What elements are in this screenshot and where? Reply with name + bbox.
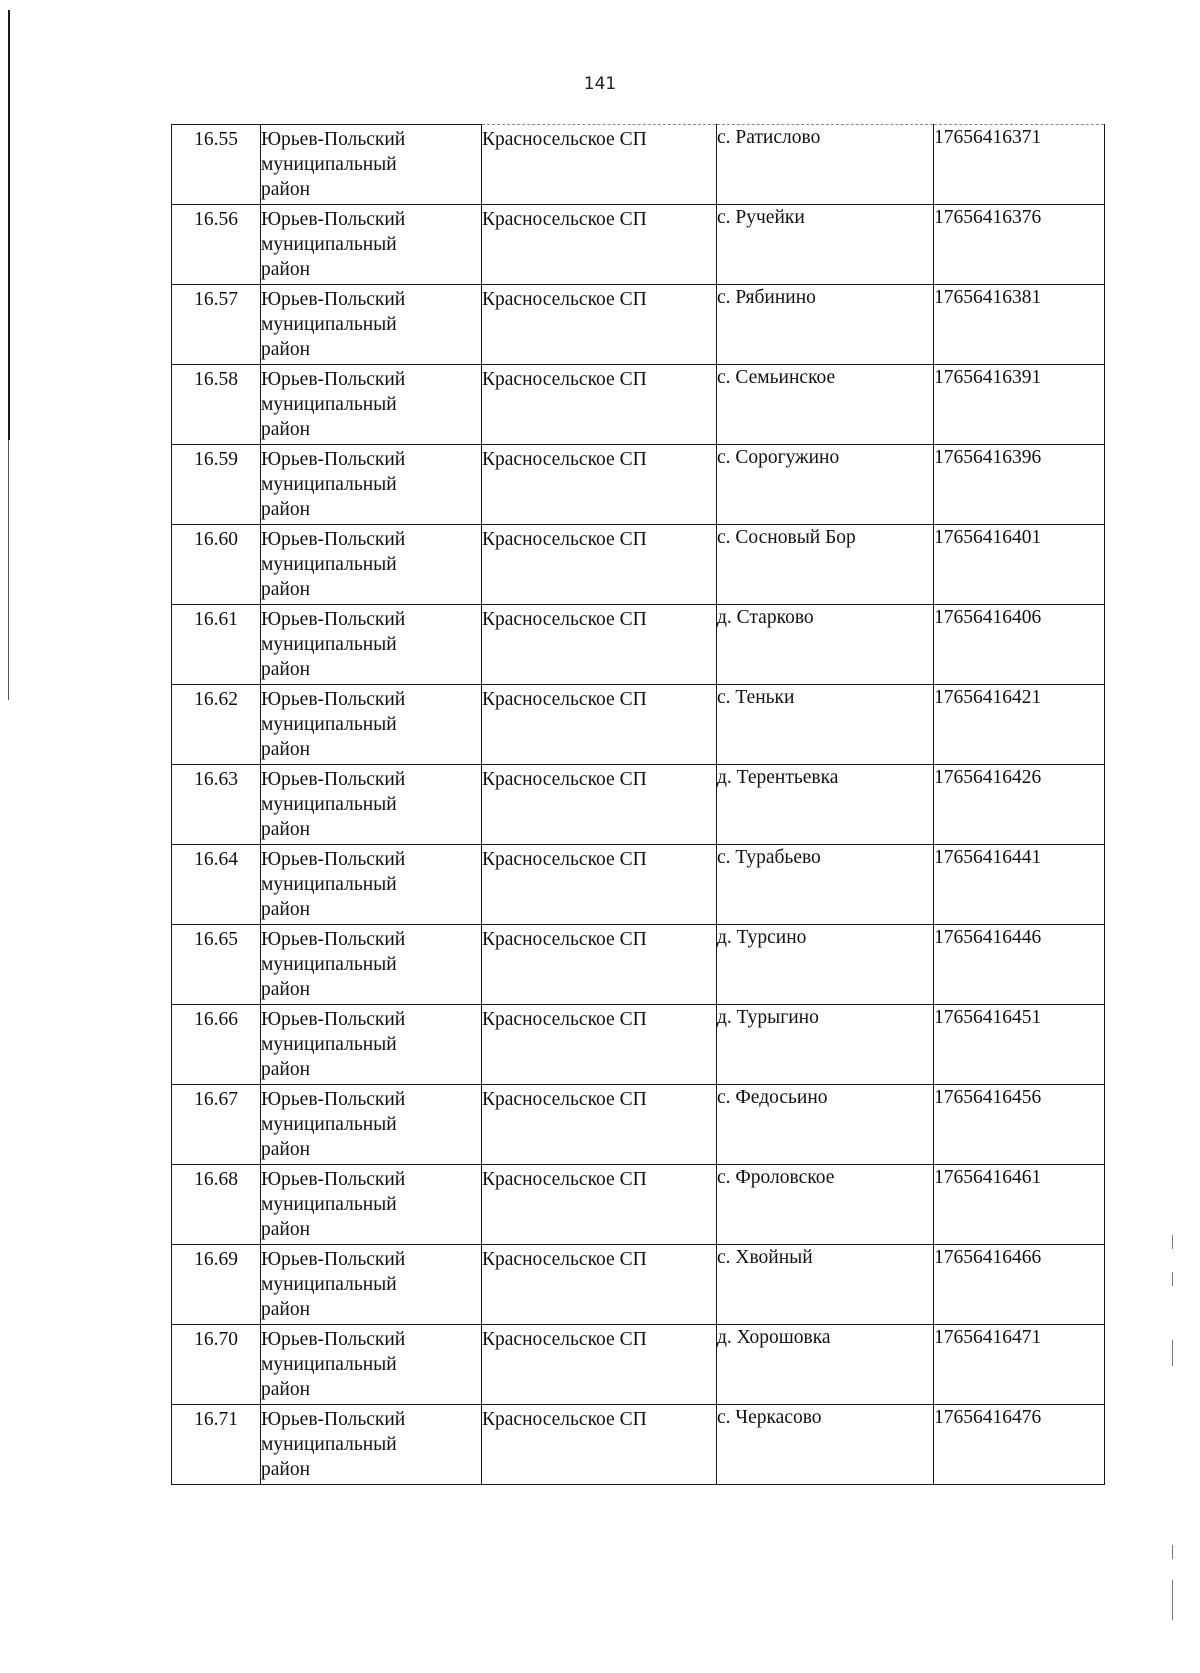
municipal-district-cell <box>261 1165 482 1245</box>
locality-cell <box>717 205 934 285</box>
municipal-district-line: муниципальный <box>261 394 397 415</box>
municipal-district-line: район <box>261 659 311 680</box>
row-number: 16.65 <box>194 929 238 950</box>
municipal-district-line: Юрьев-Польский <box>261 129 406 150</box>
municipal-district-line: Юрьев-Польский <box>261 1409 406 1430</box>
municipal-district-line: Юрьев-Польский <box>261 529 406 550</box>
row-number: 16.64 <box>194 849 238 870</box>
row-number: 16.68 <box>194 1169 238 1190</box>
municipal-district-line: Юрьев-Польский <box>261 849 406 870</box>
locality-cell <box>717 1165 934 1245</box>
locality-cell <box>717 685 934 765</box>
settlement-cell <box>482 765 717 845</box>
row-number-cell <box>172 125 261 205</box>
municipal-district-line: Юрьев-Польский <box>261 689 406 710</box>
settlement-cell <box>482 1245 717 1325</box>
municipal-district-cell <box>261 1325 482 1405</box>
municipal-district-cell <box>261 445 482 525</box>
municipal-district-line: район <box>261 899 311 920</box>
locality-cell <box>717 605 934 685</box>
municipal-district-line: муниципальный <box>261 874 397 895</box>
settlement-cell <box>482 605 717 685</box>
table-row <box>172 525 1105 605</box>
municipal-district-line: Юрьев-Польский <box>261 609 406 630</box>
municipal-district-line: муниципальный <box>261 954 397 975</box>
row-number: 16.71 <box>194 1409 238 1430</box>
settlement-name: Красносельское СП <box>482 449 647 470</box>
municipal-district-cell <box>261 125 482 205</box>
table-row <box>172 125 1105 205</box>
oktmo-code-cell <box>934 1165 1105 1245</box>
oktmo-code: 17656416451 <box>934 1007 1042 1028</box>
settlement-cell <box>482 525 717 605</box>
municipal-district-line: муниципальный <box>261 1114 397 1135</box>
locality-cell <box>717 445 934 525</box>
municipal-district-line: район <box>261 179 311 200</box>
locality-name: с. Теньки <box>717 687 795 708</box>
locality-cell <box>717 125 934 205</box>
municipal-district-line: район <box>261 1139 311 1160</box>
table-row <box>172 1085 1105 1165</box>
table-row <box>172 285 1105 365</box>
row-number-cell <box>172 1325 261 1405</box>
municipal-district-cell <box>261 1005 482 1085</box>
row-number: 16.57 <box>194 289 238 310</box>
settlement-cell <box>482 1405 717 1485</box>
municipal-district-line: район <box>261 1379 311 1400</box>
locality-cell <box>717 1405 934 1485</box>
municipal-district-line: муниципальный <box>261 1034 397 1055</box>
table-row <box>172 605 1105 685</box>
locality-name: с. Фроловское <box>717 1167 835 1188</box>
settlement-name: Красносельское СП <box>482 129 647 150</box>
oktmo-code-cell <box>934 605 1105 685</box>
row-number: 16.61 <box>194 609 238 630</box>
oktmo-code-cell <box>934 445 1105 525</box>
settlement-cell <box>482 125 717 205</box>
municipal-district-cell <box>261 1245 482 1325</box>
locality-name: с. Ратислово <box>717 127 821 148</box>
municipal-district-line: муниципальный <box>261 1194 397 1215</box>
row-number: 16.58 <box>194 369 238 390</box>
municipal-district-line: Юрьев-Польский <box>261 1249 406 1270</box>
settlement-name: Красносельское СП <box>482 209 647 230</box>
settlement-name: Красносельское СП <box>482 1089 647 1110</box>
settlement-name: Красносельское СП <box>482 849 647 870</box>
municipal-district-cell <box>261 605 482 685</box>
settlement-name: Красносельское СП <box>482 1009 647 1030</box>
locality-name: д. Старково <box>717 607 814 628</box>
row-number-cell <box>172 765 261 845</box>
municipal-district-cell <box>261 285 482 365</box>
row-number-cell <box>172 1165 261 1245</box>
oktmo-code: 17656416421 <box>934 687 1042 708</box>
table-row <box>172 1325 1105 1405</box>
row-number-cell <box>172 445 261 525</box>
settlement-name: Красносельское СП <box>482 689 647 710</box>
oktmo-code: 17656416466 <box>934 1247 1042 1268</box>
municipal-district-line: район <box>261 1459 311 1480</box>
municipal-district-line: муниципальный <box>261 1434 397 1455</box>
row-number: 16.67 <box>194 1089 238 1110</box>
municipal-district-line: район <box>261 819 311 840</box>
settlement-cell <box>482 445 717 525</box>
settlement-cell <box>482 205 717 285</box>
municipal-district-line: муниципальный <box>261 314 397 335</box>
locality-name: с. Рябинино <box>717 287 816 308</box>
oktmo-code-cell <box>934 1245 1105 1325</box>
row-number: 16.56 <box>194 209 238 230</box>
locality-cell <box>717 1085 934 1165</box>
municipal-district-line: муниципальный <box>261 1274 397 1295</box>
scan-mark <box>1172 1272 1173 1286</box>
oktmo-code-cell <box>934 1325 1105 1405</box>
oktmo-code: 17656416381 <box>934 287 1042 308</box>
oktmo-code: 17656416426 <box>934 767 1042 788</box>
row-number: 16.60 <box>194 529 238 550</box>
oktmo-code-cell <box>934 365 1105 445</box>
municipal-district-line: Юрьев-Польский <box>261 1009 406 1030</box>
oktmo-code: 17656416396 <box>934 447 1042 468</box>
municipal-district-cell <box>261 525 482 605</box>
municipal-district-cell <box>261 925 482 1005</box>
row-number: 16.69 <box>194 1249 238 1270</box>
row-number: 16.62 <box>194 689 238 710</box>
locality-cell <box>717 925 934 1005</box>
municipal-district-line: Юрьев-Польский <box>261 289 406 310</box>
municipal-district-line: Юрьев-Польский <box>261 369 406 390</box>
row-number-cell <box>172 525 261 605</box>
settlement-name: Красносельское СП <box>482 929 647 950</box>
row-number-cell <box>172 1085 261 1165</box>
table-row <box>172 845 1105 925</box>
settlement-name: Красносельское СП <box>482 609 647 630</box>
municipal-district-line: район <box>261 979 311 1000</box>
settlement-cell <box>482 285 717 365</box>
municipal-district-line: Юрьев-Польский <box>261 209 406 230</box>
row-number-cell <box>172 605 261 685</box>
locality-cell <box>717 285 934 365</box>
settlement-name: Красносельское СП <box>482 1169 647 1190</box>
locality-cell <box>717 1245 934 1325</box>
table-row <box>172 685 1105 765</box>
settlements-table-body <box>172 125 1105 1485</box>
municipal-district-line: муниципальный <box>261 474 397 495</box>
oktmo-code: 17656416391 <box>934 367 1042 388</box>
locality-name: д. Турсино <box>717 927 807 948</box>
oktmo-code-cell <box>934 1085 1105 1165</box>
municipal-district-line: муниципальный <box>261 714 397 735</box>
municipal-district-line: район <box>261 259 311 280</box>
oktmo-code-cell <box>934 205 1105 285</box>
municipal-district-line: район <box>261 1219 311 1240</box>
locality-cell <box>717 765 934 845</box>
municipal-district-line: муниципальный <box>261 634 397 655</box>
oktmo-code-cell <box>934 845 1105 925</box>
page-number: 141 <box>583 74 617 94</box>
oktmo-code: 17656416376 <box>934 207 1042 228</box>
locality-cell <box>717 365 934 445</box>
municipal-district-line: муниципальный <box>261 794 397 815</box>
locality-name: д. Турыгино <box>717 1007 819 1028</box>
oktmo-code-cell <box>934 925 1105 1005</box>
row-number-cell <box>172 285 261 365</box>
settlement-name: Красносельское СП <box>482 1409 647 1430</box>
row-number-cell <box>172 1005 261 1085</box>
locality-name: с. Черкасово <box>717 1407 822 1428</box>
settlement-cell <box>482 685 717 765</box>
settlement-cell <box>482 925 717 1005</box>
oktmo-code: 17656416441 <box>934 847 1042 868</box>
settlement-name: Красносельское СП <box>482 1329 647 1350</box>
oktmo-code-cell <box>934 525 1105 605</box>
table-row <box>172 1165 1105 1245</box>
oktmo-code: 17656416456 <box>934 1087 1042 1108</box>
oktmo-code: 17656416406 <box>934 607 1042 628</box>
oktmo-code-cell <box>934 685 1105 765</box>
table-row <box>172 205 1105 285</box>
municipal-district-line: Юрьев-Польский <box>261 929 406 950</box>
row-number-cell <box>172 1245 261 1325</box>
scan-mark <box>1172 1340 1173 1366</box>
row-number-cell <box>172 845 261 925</box>
scan-mark <box>1172 1235 1173 1249</box>
municipal-district-line: район <box>261 419 311 440</box>
municipal-district-cell <box>261 1405 482 1485</box>
locality-name: с. Хвойный <box>717 1247 813 1268</box>
municipal-district-line: муниципальный <box>261 154 397 175</box>
oktmo-code: 17656416476 <box>934 1407 1042 1428</box>
settlement-name: Красносельское СП <box>482 769 647 790</box>
locality-cell <box>717 1005 934 1085</box>
row-number: 16.63 <box>194 769 238 790</box>
municipal-district-line: район <box>261 1059 311 1080</box>
locality-name: с. Федосьино <box>717 1087 828 1108</box>
oktmo-code-cell <box>934 125 1105 205</box>
settlement-name: Красносельское СП <box>482 369 647 390</box>
settlement-cell <box>482 1085 717 1165</box>
oktmo-code: 17656416471 <box>934 1327 1042 1348</box>
table-row <box>172 445 1105 525</box>
municipal-district-line: Юрьев-Польский <box>261 449 406 470</box>
settlement-cell <box>482 845 717 925</box>
settlement-cell <box>482 1325 717 1405</box>
locality-cell <box>717 525 934 605</box>
settlement-name: Красносельское СП <box>482 289 647 310</box>
municipal-district-line: муниципальный <box>261 1354 397 1375</box>
settlement-name: Красносельское СП <box>482 1249 647 1270</box>
oktmo-code: 17656416446 <box>934 927 1042 948</box>
row-number: 16.59 <box>194 449 238 470</box>
municipal-district-cell <box>261 845 482 925</box>
row-number: 16.55 <box>194 129 238 150</box>
scan-edge-line-lower <box>8 440 9 700</box>
row-number: 16.70 <box>194 1329 238 1350</box>
locality-name: с. Турабьево <box>717 847 821 868</box>
table-row <box>172 1245 1105 1325</box>
table-row <box>172 365 1105 445</box>
municipal-district-line: Юрьев-Польский <box>261 1329 406 1350</box>
row-number-cell <box>172 925 261 1005</box>
table-row <box>172 925 1105 1005</box>
oktmo-code: 17656416461 <box>934 1167 1042 1188</box>
oktmo-code: 17656416401 <box>934 527 1042 548</box>
table-row <box>172 1005 1105 1085</box>
oktmo-code-cell <box>934 1005 1105 1085</box>
scan-mark <box>1172 1580 1173 1620</box>
row-number-cell <box>172 685 261 765</box>
municipal-district-line: муниципальный <box>261 234 397 255</box>
municipal-district-line: район <box>261 1299 311 1320</box>
oktmo-code-cell <box>934 285 1105 365</box>
row-number: 16.66 <box>194 1009 238 1030</box>
oktmo-code-cell <box>934 765 1105 845</box>
oktmo-code: 17656416371 <box>934 127 1042 148</box>
locality-name: с. Ручейки <box>717 207 805 228</box>
settlements-table <box>171 124 1105 1485</box>
municipal-district-line: Юрьев-Польский <box>261 769 406 790</box>
municipal-district-line: муниципальный <box>261 554 397 575</box>
municipal-district-cell <box>261 1085 482 1165</box>
municipal-district-line: район <box>261 739 311 760</box>
locality-cell <box>717 845 934 925</box>
municipal-district-line: район <box>261 579 311 600</box>
municipal-district-line: район <box>261 499 311 520</box>
settlement-cell <box>482 1005 717 1085</box>
locality-name: с. Семьинское <box>717 367 836 388</box>
municipal-district-cell <box>261 365 482 445</box>
row-number-cell <box>172 1405 261 1485</box>
municipal-district-cell <box>261 765 482 845</box>
settlement-name: Красносельское СП <box>482 529 647 550</box>
municipal-district-line: район <box>261 339 311 360</box>
row-number-cell <box>172 365 261 445</box>
locality-name: д. Терентьевка <box>717 767 839 788</box>
settlement-cell <box>482 365 717 445</box>
locality-name: д. Хорошовка <box>717 1327 831 1348</box>
table-row <box>172 1405 1105 1485</box>
scan-mark <box>1172 1545 1173 1559</box>
table-row <box>172 765 1105 845</box>
municipal-district-cell <box>261 205 482 285</box>
row-number-cell <box>172 205 261 285</box>
municipal-district-cell <box>261 685 482 765</box>
settlement-cell <box>482 1165 717 1245</box>
locality-name: с. Сосновый Бор <box>717 527 856 548</box>
municipal-district-line: Юрьев-Польский <box>261 1089 406 1110</box>
oktmo-code-cell <box>934 1405 1105 1485</box>
locality-cell <box>717 1325 934 1405</box>
locality-name: с. Сорогужино <box>717 447 840 468</box>
municipal-district-line: Юрьев-Польский <box>261 1169 406 1190</box>
